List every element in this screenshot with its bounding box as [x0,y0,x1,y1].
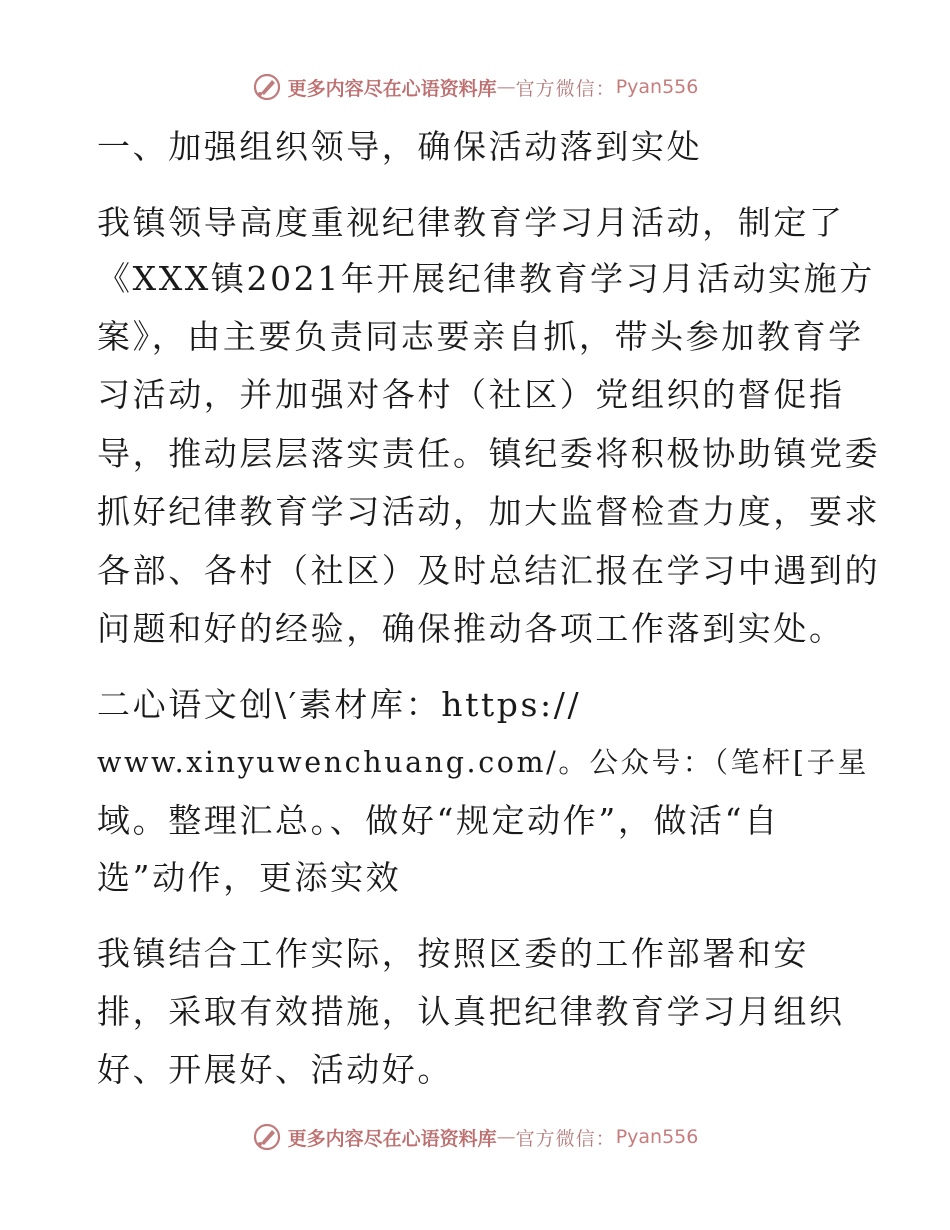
paragraph-line: 好、开展好、活动好。 [97,1050,453,1089]
pen-nib-logo-icon [252,1122,282,1152]
watermark-wechat-id: Pyan556 [615,76,699,98]
watermark-site-text: 更多内容尽在心语资料库 [287,77,497,100]
paragraph-line: 域。整理汇总。、做好“规定动作”，做活“自 [97,801,780,840]
watermark-footer [0,1122,950,1152]
paragraph-line: 我镇结合工作实际，按照区委的工作部署和安 [97,934,809,973]
paragraph-line: 问题和好的经验，确保推动各项工作落到实处。 [97,609,845,648]
watermark-separator: — [496,1126,516,1148]
watermark-site-text: 更多内容尽在心语资料库 [287,1127,497,1150]
paragraph-line: 《XXX镇2021年开展纪律教育学习月活动实施方 [97,259,875,298]
watermark-wechat-id: Pyan556 [615,1126,699,1148]
section-heading-2: 二心语文创\′素材库：https:// [97,685,582,724]
paragraph-line: 选”动作，更添实效 [97,858,402,897]
paragraph-line: 排，采取有效措施，认真把纪律教育学习月组织 [97,992,845,1031]
paragraph-line: 抓好纪律教育学习活动，加大监督检查力度，要求 [97,492,881,531]
paragraph-line: 各部、各村（社区）及时总结汇报在学习中遇到的 [97,551,881,590]
watermark-wechat-label: 官方微信： [515,77,616,100]
section-heading-1: 一、加强组织领导，确保活动落到实处 [97,127,703,166]
paragraph-line: 我镇领导高度重视纪律教育学习月活动，制定了 [97,203,845,242]
paragraph-line: www.xinyuwenchuang.com/。公众号：（笔杆[子星 [97,746,869,779]
paragraph-line: 案》，由主要负责同志要亲自抓，带头参加教育学 [97,317,864,356]
watermark-separator: — [496,76,516,98]
paragraph-line: 导，推动层层落实责任。镇纪委将积极协助镇党委 [97,434,881,473]
watermark-wechat-label: 官方微信： [515,1127,616,1150]
paragraph-line: 习活动，并加强对各村（社区）党组织的督促指 [97,375,845,414]
